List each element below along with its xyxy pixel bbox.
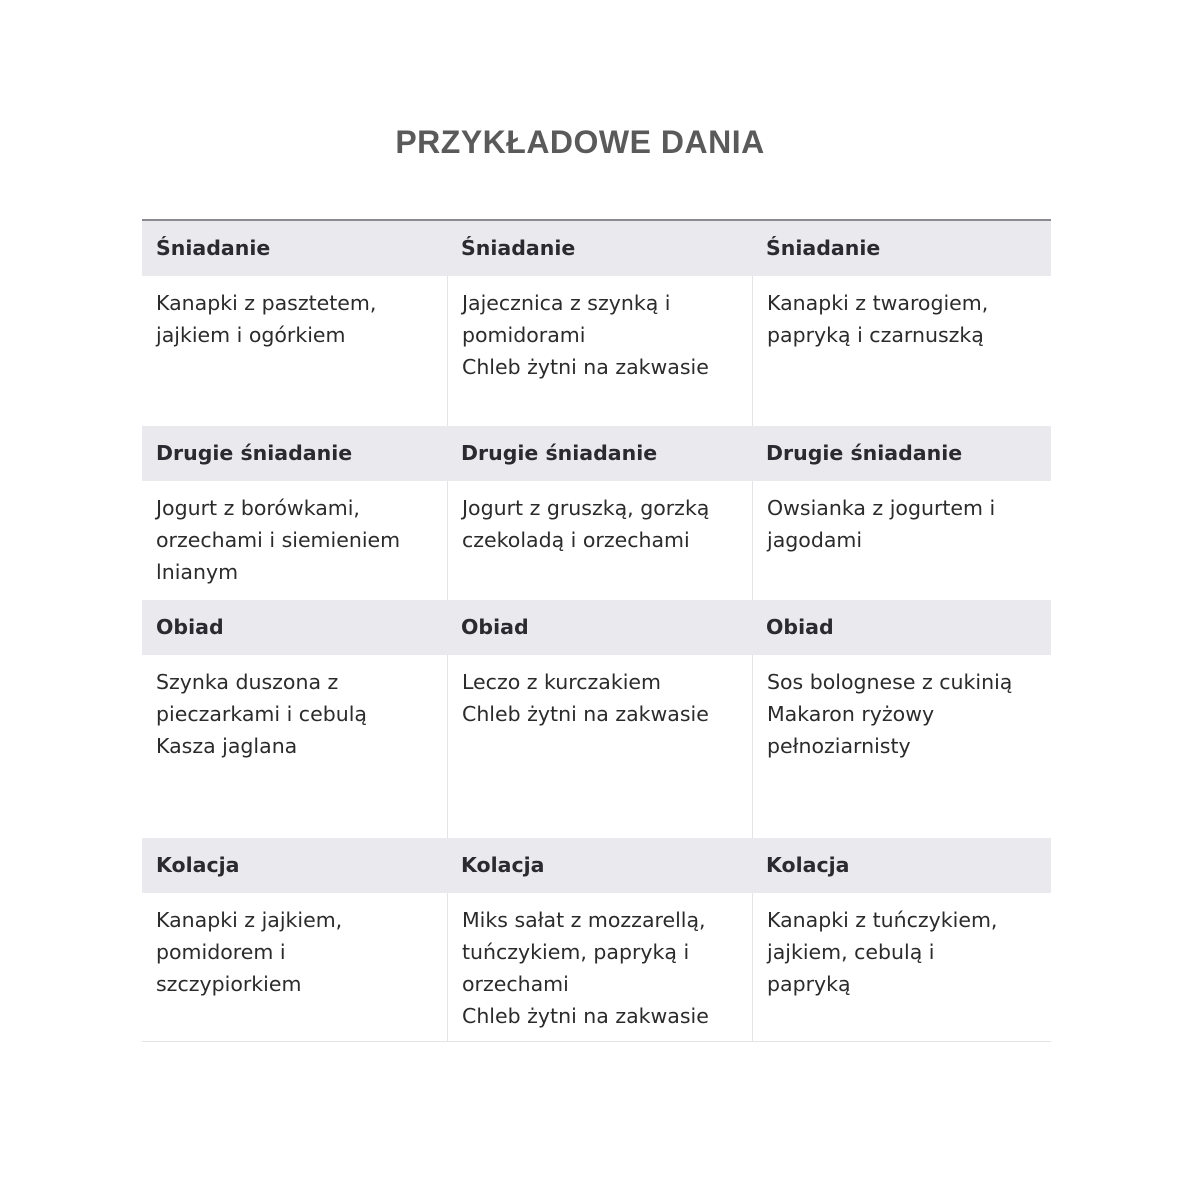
meal-header-row: [142, 600, 1051, 655]
dish-row: [142, 655, 1051, 838]
dish-cell: Jogurt z borówkami, orzechami i siemieniem lnianym: [142, 481, 447, 600]
meal-table: [142, 219, 1051, 1042]
dish-cell: Sos bolognese z cukinią Makaron ryżowy pełnoziarnisty: [752, 655, 1051, 838]
meal-header: Obiad: [142, 600, 447, 655]
dish-row: [142, 481, 1051, 600]
meal-header: Obiad: [447, 600, 752, 655]
dish-cell: Szynka duszona z pieczarkami i cebulą Kasza jaglana: [142, 655, 447, 838]
meal-header: Obiad: [752, 600, 1051, 655]
dish-cell: Miks sałat z mozzarellą, tuńczykiem, papryką i orzechami Chleb żytni na zakwasie: [447, 893, 752, 1042]
dish-cell: Kanapki z twarogiem, papryką i czarnuszką: [752, 276, 1051, 426]
dish-row: [142, 276, 1051, 426]
meal-header: Drugie śniadanie: [142, 426, 447, 481]
dish-cell: Kanapki z jajkiem, pomidorem i szczypiorkiem: [142, 893, 447, 1042]
dish-row: [142, 893, 1051, 1042]
dish-cell: Kanapki z pasztetem, jajkiem i ogórkiem: [142, 276, 447, 426]
meal-header: Kolacja: [752, 838, 1051, 893]
dish-cell: Jajecznica z szynką i pomidorami Chleb żytni na zakwasie: [447, 276, 752, 426]
page-title: PRZYKŁADOWE DANIA: [395, 124, 765, 160]
dish-cell: Owsianka z jogurtem i jagodami: [752, 481, 1051, 600]
meal-header-row: [142, 221, 1051, 276]
meal-header: Śniadanie: [142, 221, 447, 276]
dish-cell: Jogurt z gruszką, gorzką czekoladą i orzechami: [447, 481, 752, 600]
meal-header: Drugie śniadanie: [447, 426, 752, 481]
dish-cell: Leczo z kurczakiem Chleb żytni na zakwasie: [447, 655, 752, 838]
meal-header: Drugie śniadanie: [752, 426, 1051, 481]
meal-header: Kolacja: [447, 838, 752, 893]
dish-cell: Kanapki z tuńczykiem, jajkiem, cebulą i papryką: [752, 893, 1051, 1042]
meal-header-row: [142, 426, 1051, 481]
meal-header: Śniadanie: [752, 221, 1051, 276]
meal-header: Śniadanie: [447, 221, 752, 276]
meal-header: Kolacja: [142, 838, 447, 893]
meal-header-row: [142, 838, 1051, 893]
